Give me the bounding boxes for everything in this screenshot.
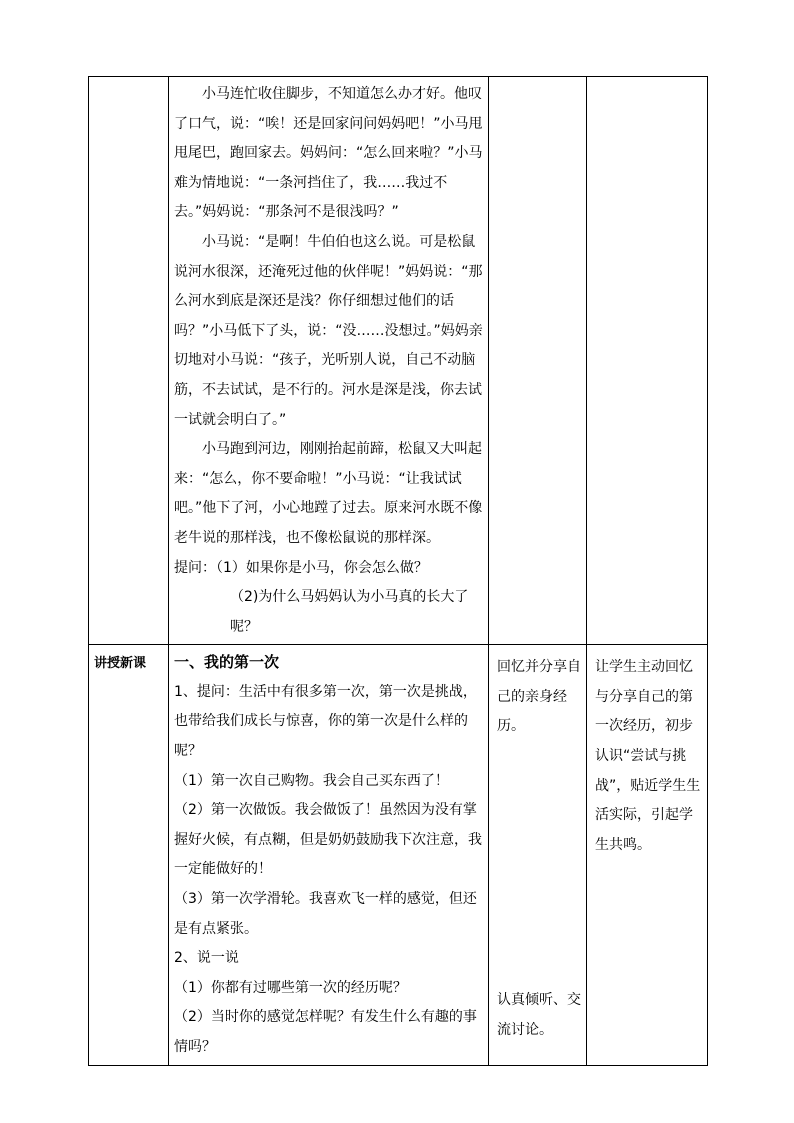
new-lesson-row: [89, 645, 708, 1065]
lesson-item: （2）当时你的感觉怎样呢？有发生什么有趣的事情吗？: [174, 1009, 477, 1055]
section-label: 讲授新课: [94, 656, 147, 672]
story-paragraph: 小马说：“是啊！牛伯伯也这么说。可是松鼠说河水很深，还淹死过他的伙伴呢！”妈妈说：“那么河水到底是深还是浅？你仔细想过他们的话吗？”小马低下了头，说：“没……没想过。”妈妈亲切地对小马说：“孩子，光听别人说，自己不动脑筋，不去试试，是不行的。河水是深是浅，你去试一试就会明白了。”: [174, 233, 483, 428]
lesson-plan-table: [88, 76, 708, 1066]
question-1: 提问：（1）如果你是小马，你会怎么做？: [174, 559, 428, 576]
student-activity-2: 认真倾听、交流讨论。: [497, 992, 581, 1038]
story-content-cell: [169, 77, 489, 645]
lesson-item: 2、说一说: [174, 950, 239, 967]
section-label-cell: [89, 645, 169, 1065]
story-label-cell: [89, 77, 169, 645]
student-activity-cell: [489, 645, 587, 1065]
spacer: [497, 742, 581, 986]
story-paragraph: 小马连忙收住脚步，不知道怎么办才好。他叹了口气，说：“唉！还是回家问问妈妈吧！”小马甩甩尾巴，跑回家去。妈妈问：“怎么回来啦？”小马难为情地说：“一条河挡住了，我……我过不去。”妈妈说：“那条河不是很浅吗？”: [174, 86, 483, 221]
design-intent: 让学生主动回忆与分享自己的第一次经历，初步认识“尝试与挑战”，贴近学生生活实际，引起学生共鸣。: [595, 659, 701, 853]
question-2: （2)为什么马妈妈认为小马真的长大了呢？: [230, 589, 469, 635]
lesson-item: （1）第一次自己购物。我会自己买东西了！: [174, 772, 449, 789]
story-intent-cell: [587, 77, 708, 645]
lesson-item: （2）第一次做饭。我会做饭了！虽然因为没有掌握好火候，有点糊，但是奶奶鼓励我下次注意，我一定能做好的！: [174, 802, 482, 878]
lesson-item: （3）第一次学滑轮。我喜欢飞一样的感觉，但还是有点紧张。: [174, 891, 477, 937]
story-student-cell: [489, 77, 587, 645]
story-paragraph: 小马跑到河边，刚刚抬起前蹄，松鼠又大叫起来：“怎么，你不要命啦！”小马说：“让我试试吧。”他下了河，小心地蹚了过去。原来河水既不像老牛说的那样浅，也不像松鼠说的那样深。: [174, 441, 483, 546]
design-intent-cell: [587, 645, 708, 1065]
new-lesson-content-cell: [169, 645, 489, 1065]
section-heading: 一、我的第一次: [174, 653, 280, 672]
lesson-item: 1、提问：生活中有很多第一次，第一次是挑战，也带给我们成长与惊喜，你的第一次是什么样的呢？: [174, 683, 477, 760]
lesson-item: （1）你都有过哪些第一次的经历呢？: [174, 979, 407, 996]
student-activity-1: 回忆并分享自己的亲身经历。: [497, 659, 581, 735]
story-row: [89, 77, 708, 645]
